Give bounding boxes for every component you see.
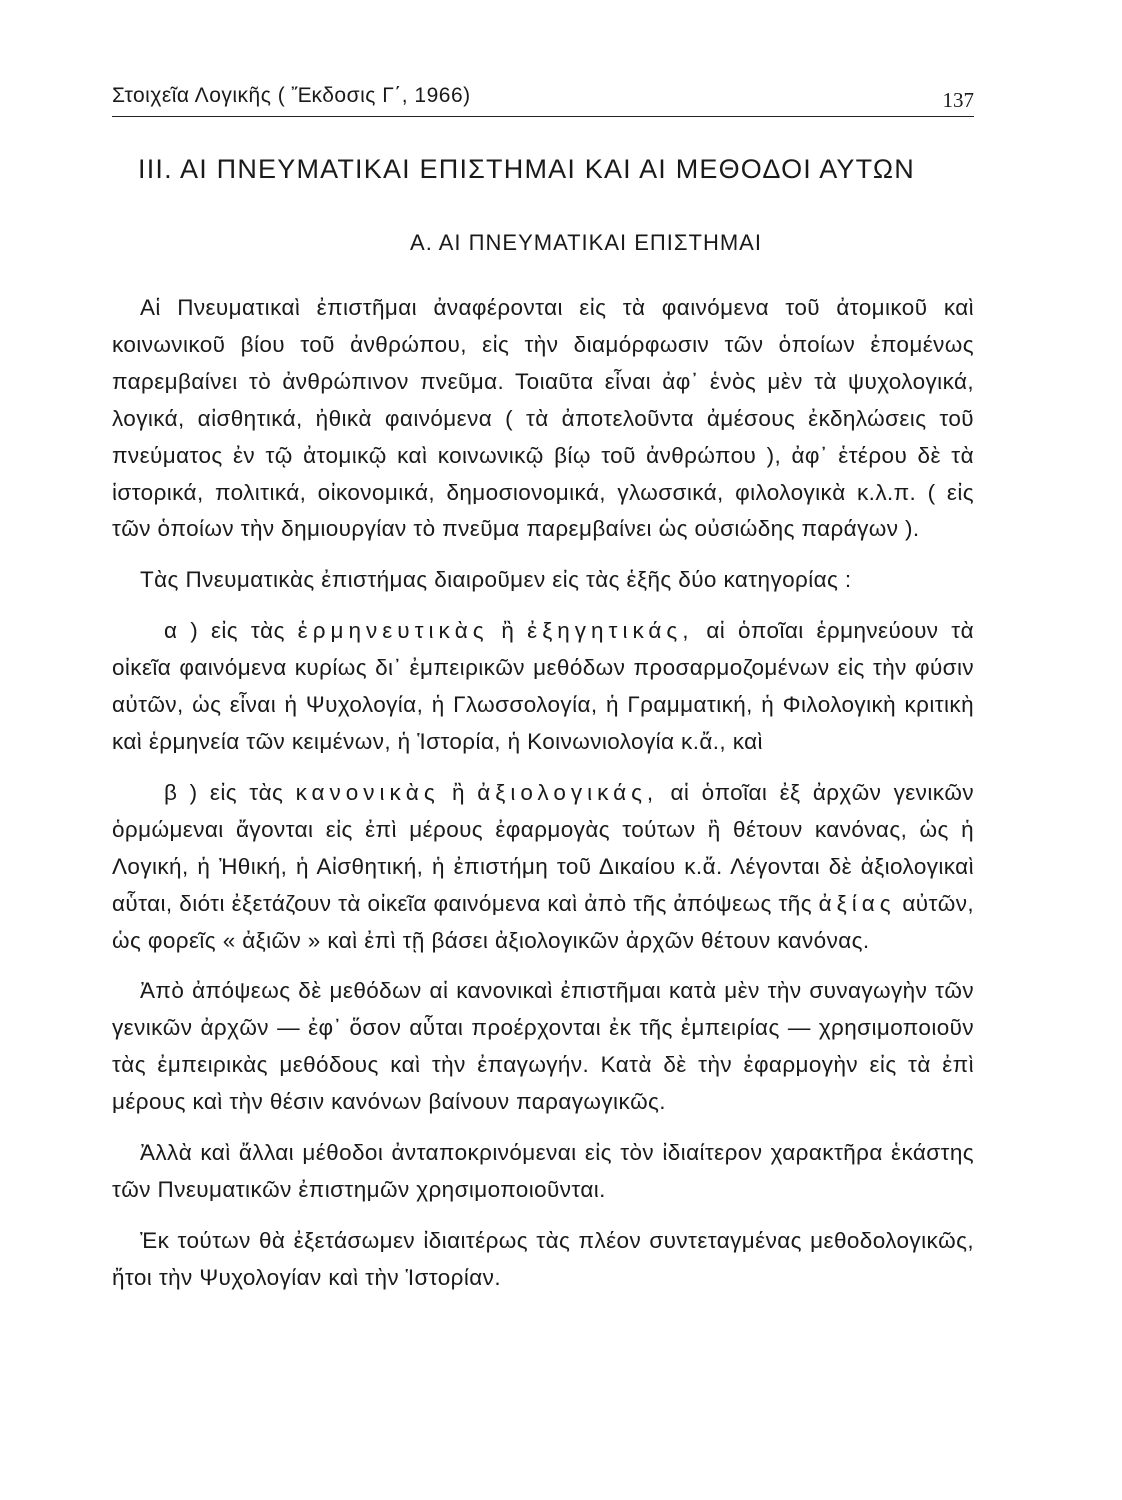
section-title: Α. ΑΙ ΠΝΕΥΜΑΤΙΚΑΙ ΕΠΙΣΤΗΜΑΙ bbox=[410, 230, 762, 255]
page-number: 137 bbox=[942, 88, 974, 112]
term-axiological: ἀξιολογικάς, bbox=[477, 779, 659, 805]
list-marker-a: α ) εἰς τὰς bbox=[164, 618, 285, 644]
running-header bbox=[112, 80, 974, 117]
paragraph-division: Τὰς Πνευματικὰς ἐπιστήμας διαιροῦμεν εἰς τὰς ἑξῆς δύο κατηγορίας : bbox=[140, 567, 852, 593]
paragraph-conclusion: Ἐκ τούτων θὰ ἐξετάσωμεν ἰδιαιτέρως τὰς πλέον συντεταγμένας μεθοδολογικῶς, ἤτοι τὴν Ψυχολογίαν καὶ τὴν Ἱστορίαν. bbox=[112, 1227, 974, 1290]
paragraph-intro: Αἱ Πνευματικαὶ ἐπιστῆμαι ἀναφέρονται εἰς τὰ φαινόμενα τοῦ ἀτομικοῦ καὶ κοινωνικοῦ βίου τοῦ ἀνθρώπου, εἰς τὴν διαμόρφωσιν τῶν ὁποίων ἐπομένως παρεμβαίνει τὸ ἀνθρώπινον πνεῦμα. Τοιαῦτα εἶναι ἀφ᾽ ἑνὸς μὲν τὰ ψυχολογικά, λογικά, αἰσθητικά, ἠθικὰ φαινόμενα ( τὰ ἀποτελοῦντα ἀμέσους ἐκδηλώσεις τοῦ πνεύματος ἐν τῷ ἀτομικῷ καὶ κοινωνικῷ βίῳ τοῦ ἀνθρώπου ), ἀφ᾽ ἑτέρου δὲ τὰ ἱστορικά, πολιτικά, οἰκονομικά, δημοσιονομικά, γλωσσικά, φιλολογικὰ κ.λ.π. ( εἰς τῶν ὁποίων τὴν δημιουργίαν τὸ πνεῦμα παρεμβαίνει ὡς οὐσιώδης παράγων ). bbox=[112, 295, 974, 542]
list-marker-b: β ) εἰς τὰς bbox=[164, 779, 284, 805]
term-interpretive: ἑρμηνευτικὰς bbox=[297, 618, 489, 644]
chapter-title: ΙΙΙ. ΑΙ ΠΝΕΥΜΑΤΙΚΑΙ ΕΠΙΣΤΗΜΑΙ ΚΑΙ ΑΙ ΜΕΘΟΔΟΙ ΑΥΤΩΝ bbox=[138, 154, 915, 184]
term-or: ἢ bbox=[501, 618, 515, 644]
term-normative: κανονικὰς bbox=[295, 779, 440, 805]
term-or: ἢ bbox=[452, 779, 465, 805]
running-title: Στοιχεῖα Λογικῆς ( Ἔκδοσις Γ΄, 1966) bbox=[112, 84, 471, 107]
term-value: ἀξίας bbox=[818, 890, 896, 916]
list-item-normative bbox=[112, 775, 974, 960]
list-item-a-text: αἱ ὁποῖαι ἑρμηνεύουν τὰ οἰκεῖα φαινόμενα κυρίως δι᾽ ἐμπειρικῶν μεθόδων προσαρμοζομένων εἰς τὴν φύσιν αὐτῶν, ὡς εἶναι ἡ Ψυχολογία, ἡ Γλωσσολογία, ἡ Γραμματική, ἡ Φιλολογικὴ κριτικὴ καὶ ἑρμηνεία τῶν κειμένων, ἡ Ἱστορία, ἡ Κοινωνιολογία κ.ἄ., καὶ bbox=[112, 618, 974, 754]
body-text bbox=[112, 290, 974, 1311]
list-item-b-text: αἱ ὁποῖαι ἐξ ἀρχῶν γενικῶν ὁρμώμεναι ἄγονται εἰς ἐπὶ μέρους ἐφαρμογὰς τούτων ἢ θέτουν κανόνας, ὡς ἡ Λογική, ἡ Ἠθική, ἡ Αἰσθητική, ἡ ἐπιστήμη τοῦ Δικαίου κ.ἄ. Λέγονται δὲ ἀξιολογικαὶ αὗται, διότι ἐξετάζουν τὰ οἰκεῖα φαινόμενα καὶ ἀπὸ τῆς ἀπόψεως τῆς bbox=[112, 779, 974, 916]
list-item-interpretive bbox=[112, 613, 974, 761]
list-item-b-text-end: αὐτῶν, ὡς φορεῖς « ἀξιῶν » καὶ ἐπὶ τῇ βάσει ἀξιολογικῶν ἀρχῶν θέτουν κανόνας. bbox=[112, 890, 975, 953]
paragraph-methods: Ἀπὸ ἀπόψεως δὲ μεθόδων αἱ κανονικαὶ ἐπιστῆμαι κατὰ μὲν τὴν συναγωγὴν τῶν γενικῶν ἀρχῶν — ἐφ᾽ ὅσον αὗται προέρχονται ἐκ τῆς ἐμπειρίας — χρησιμοποιοῦν τὰς ἐμπειρικὰς μεθόδους καὶ τὴν ἐπαγωγήν. Κατὰ δὲ τὴν ἐφαρμογὴν εἰς τὰ ἐπὶ μέρους καὶ τὴν θέσιν κανόνων βαίνουν παραγωγικῶς. bbox=[112, 978, 974, 1115]
term-explanatory: ἐξηγητικάς, bbox=[527, 618, 694, 644]
paragraph-other-methods: Ἀλλὰ καὶ ἄλλαι μέθοδοι ἀνταποκρινόμεναι εἰς τὸν ἰδιαίτερον χαρακτῆρα ἑκάστης τῶν Πνευματικῶν ἐπιστημῶν χρησιμοποιοῦνται. bbox=[112, 1140, 974, 1202]
